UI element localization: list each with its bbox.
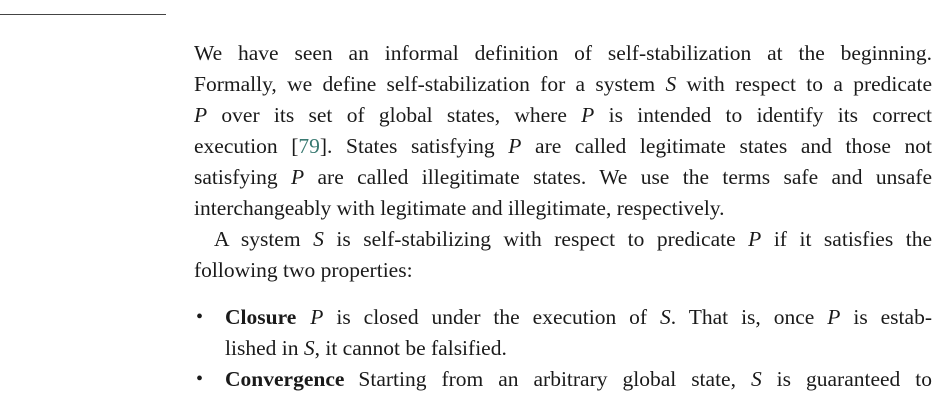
text-span: satisfying (194, 165, 291, 189)
variable-s: S (313, 227, 324, 251)
text-span: execution [ (194, 134, 299, 158)
variable-s: S (665, 72, 677, 96)
variable-p: P (827, 305, 841, 329)
text-line (194, 100, 932, 131)
text-line (194, 38, 932, 69)
text-span: over its set of global states, where (207, 103, 582, 127)
text-line (194, 255, 932, 286)
text-span: Starting from an arbitrary global state, (358, 367, 751, 391)
list-item-convergence (194, 364, 932, 395)
text-span: are called illegitimate states. We use the terms safe and unsafe (304, 165, 933, 189)
text-span: if it satisfies the (761, 227, 932, 251)
top-rule (0, 14, 166, 15)
citation-link[interactable]: 79 (298, 134, 320, 158)
list-item-closure (194, 302, 932, 364)
term-convergence: Convergence (225, 367, 345, 391)
text-span: lished in (225, 336, 304, 360)
bullet-marker: • (196, 306, 204, 328)
text-span: Formally, we define self-stabilization for a system (194, 72, 666, 96)
text-line (194, 364, 932, 395)
variable-p: P (508, 134, 522, 158)
text-span: , it cannot be falsified. (314, 336, 507, 360)
text-line (194, 193, 932, 224)
text-span: is estab- (840, 305, 932, 329)
text-line (194, 69, 932, 100)
text-span: We have seen an informal definition of self-stabilization at the beginning. (194, 41, 932, 65)
bullet-marker: • (196, 368, 204, 390)
variable-s: S (303, 336, 315, 360)
text-line (194, 131, 932, 162)
text-span: interchangeably with legitimate and illegitimate, respectively. (194, 196, 725, 220)
text-span: is self-stabilizing with respect to predicate (323, 227, 749, 251)
term-closure: Closure (225, 305, 297, 329)
body-text (194, 38, 932, 395)
paragraph-definition (194, 38, 932, 224)
variable-s: S (750, 367, 762, 391)
variable-p: P (748, 227, 762, 251)
text-span: ]. States satisfying (319, 134, 509, 158)
text-span: is guaranteed to (761, 367, 932, 391)
paragraph-properties (194, 224, 932, 286)
variable-p: P (194, 103, 208, 127)
text-span: is intended to identify its correct (594, 103, 932, 127)
text-line (194, 162, 932, 193)
variable-p: P (581, 103, 595, 127)
variable-p: P (290, 165, 305, 189)
text-span: is closed under the execution of (323, 305, 661, 329)
text-span: are called legitimate states and those not (521, 134, 932, 158)
variable-s: S (660, 305, 671, 329)
text-span: . That is, once (670, 305, 828, 329)
text-span: A system (214, 227, 314, 251)
text-line (194, 333, 932, 364)
variable-p: P (310, 305, 324, 329)
text-line (194, 302, 932, 333)
text-span: with respect to a predicate (676, 72, 932, 96)
property-list (194, 302, 932, 395)
text-span: following two properties: (194, 258, 413, 282)
text-line (194, 224, 932, 255)
